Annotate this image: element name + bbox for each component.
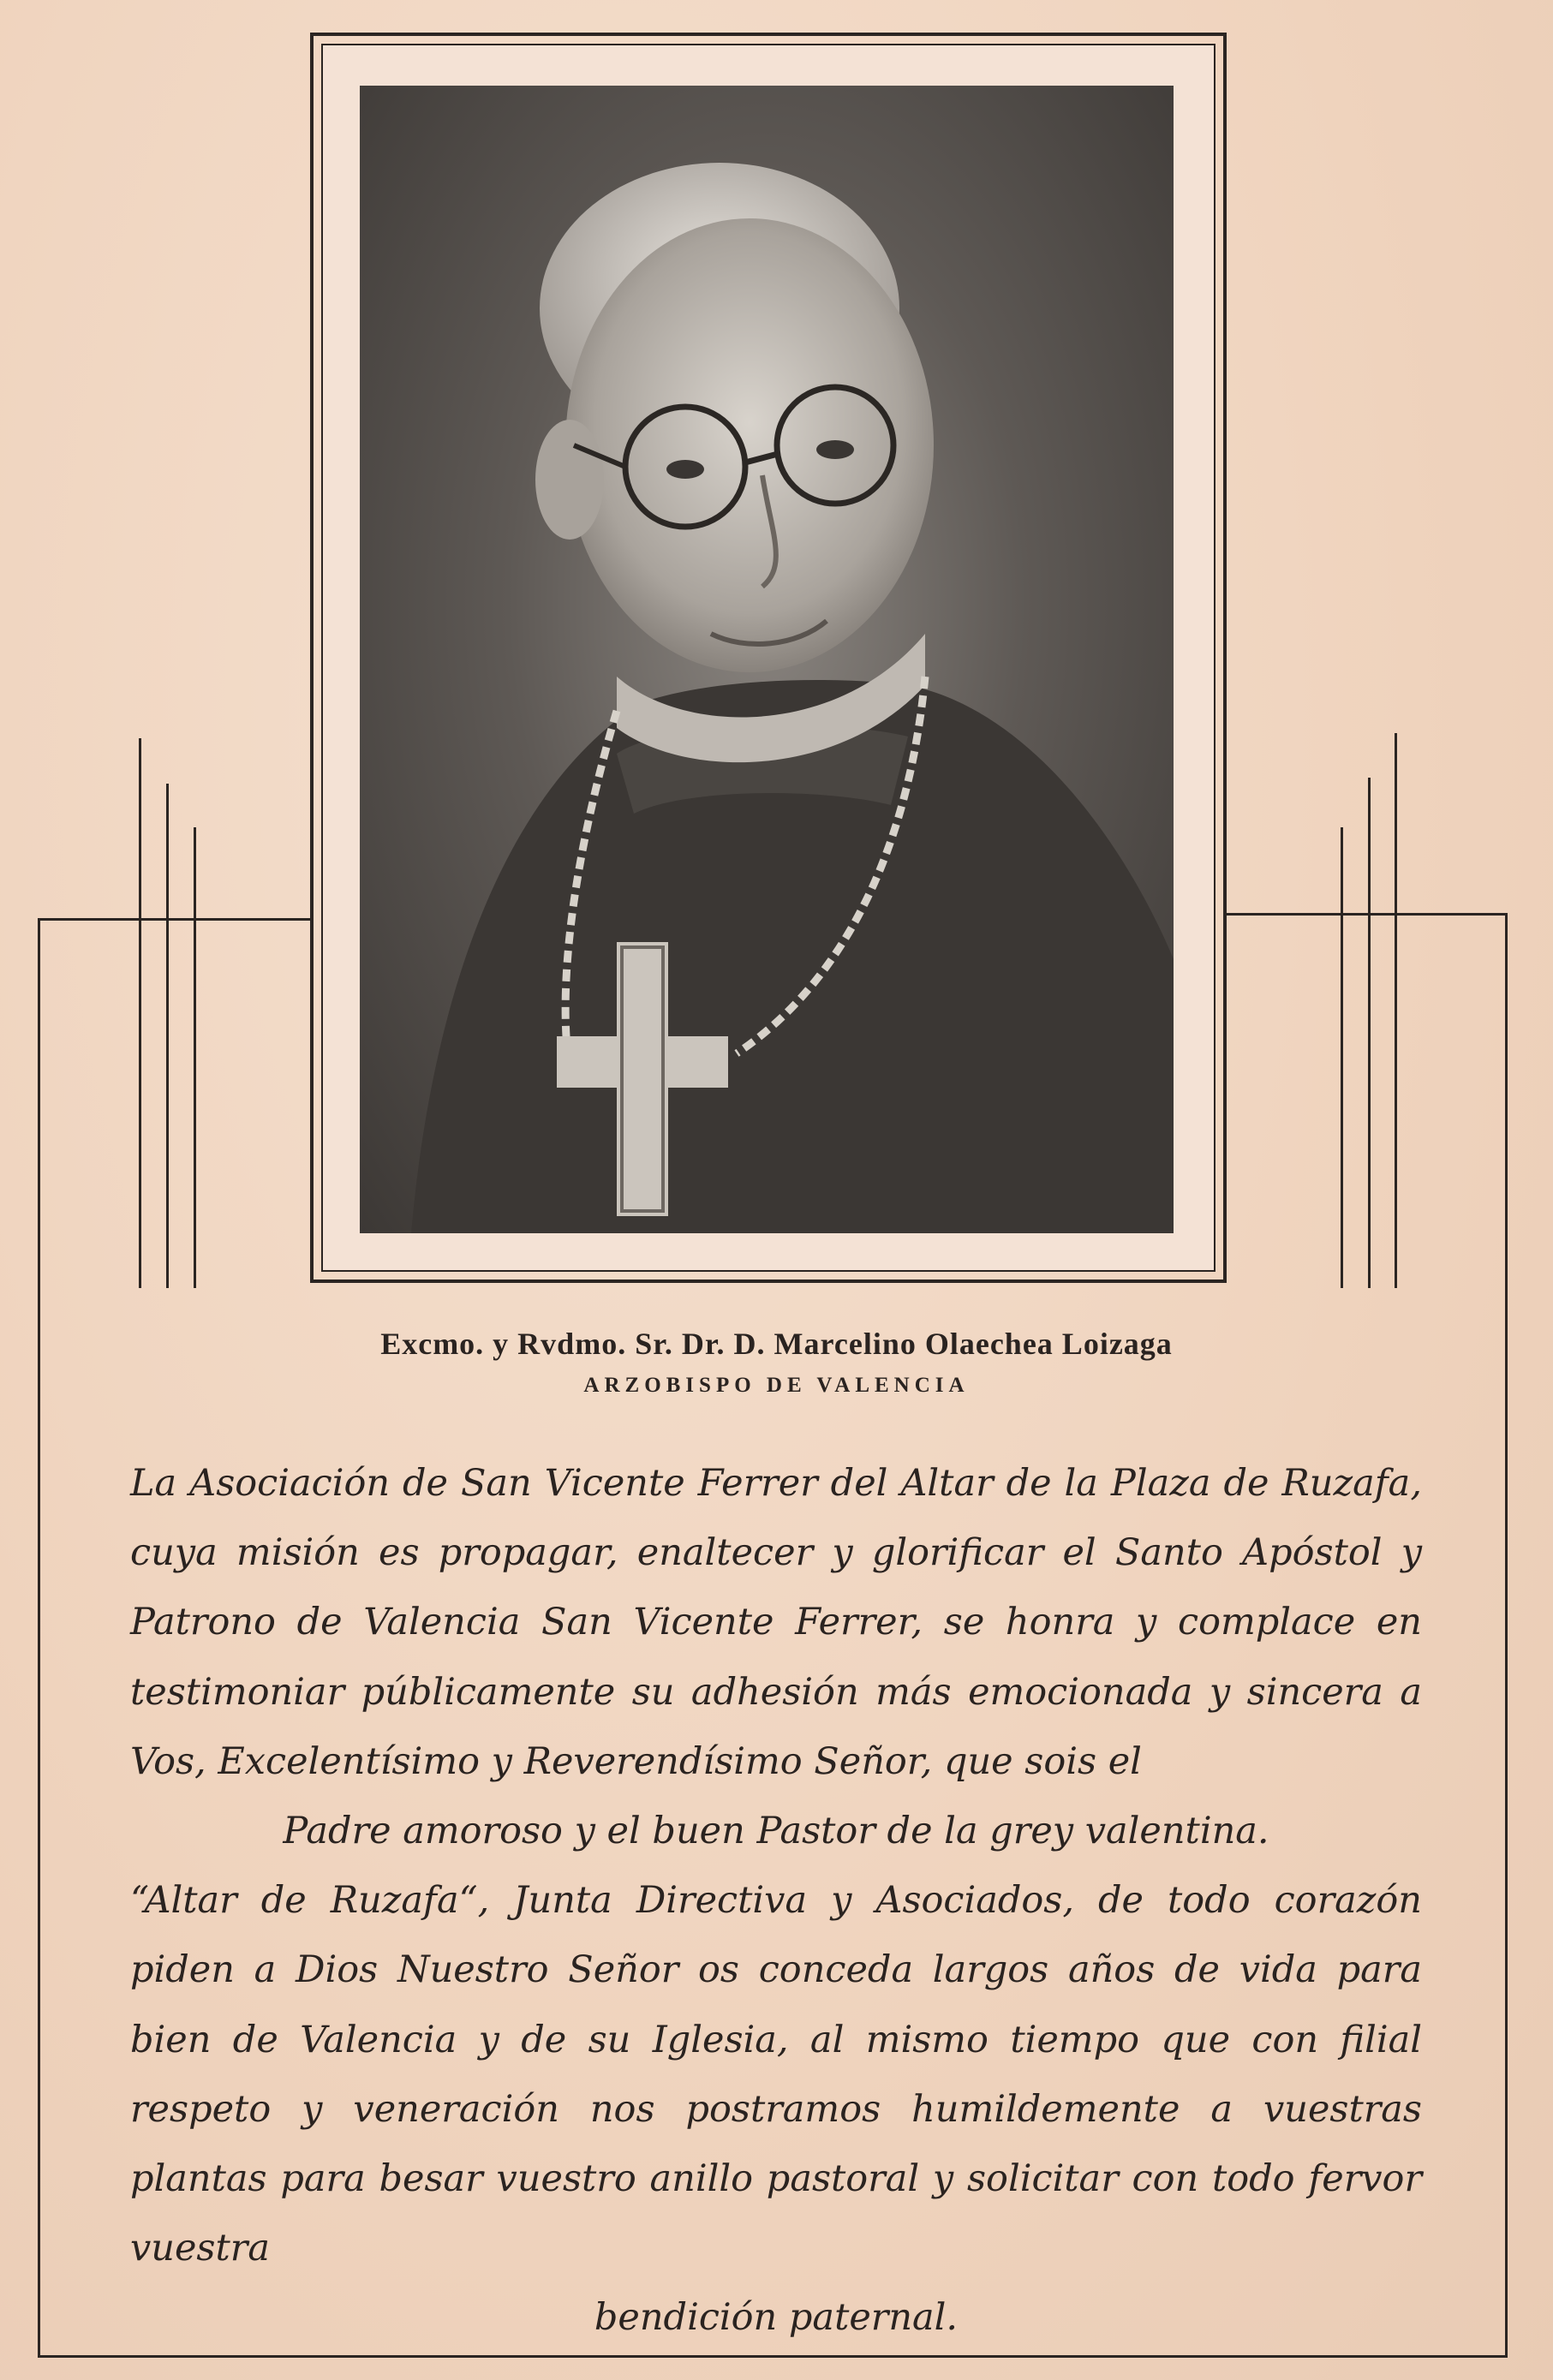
archbishop-portrait-photo xyxy=(360,86,1174,1233)
portrait-illustration xyxy=(360,86,1174,1233)
paragraph-1-last-line: Padre amoroso y el buen Pastor de la grey valentina. xyxy=(283,1810,1269,1853)
paragraph-1: La Asociación de San Vicente Ferrer del Altar de la Plaza de Ruzafa, cuya misión es propagar, enaltecer y glorificar el Santo Apóstol y Patrono de Valencia San Vicente Ferrer, se honra y complace en testimoniar públicamente su adhesión más emocionada y sincera a Vos, Excelentísimo y Reverendísimo Señor, que sois el xyxy=(130,1462,1422,1783)
caption-name: Excmo. y Rvdmo. Sr. Dr. D. Marcelino Olaechea Loizaga xyxy=(380,1327,1173,1361)
paragraph-2: “Altar de Ruzafa“, Junta Directiva y Asociados, de todo corazón piden a Dios Nuestro Señor os conceda largos años de vida para bien de Valencia y de su Iglesia, al mismo tiempo que con filial respeto y veneración nos postramos humildemente a vuestras plantas para besar vuestro anillo pastoral y solicitar con todo fervor vuestra xyxy=(130,1879,1422,2270)
caption-title: ARZOBISPO DE VALENCIA xyxy=(583,1374,970,1397)
dedication-text xyxy=(130,1449,1422,2353)
paragraph-2-last-line: bendición paternal. xyxy=(594,2296,959,2340)
